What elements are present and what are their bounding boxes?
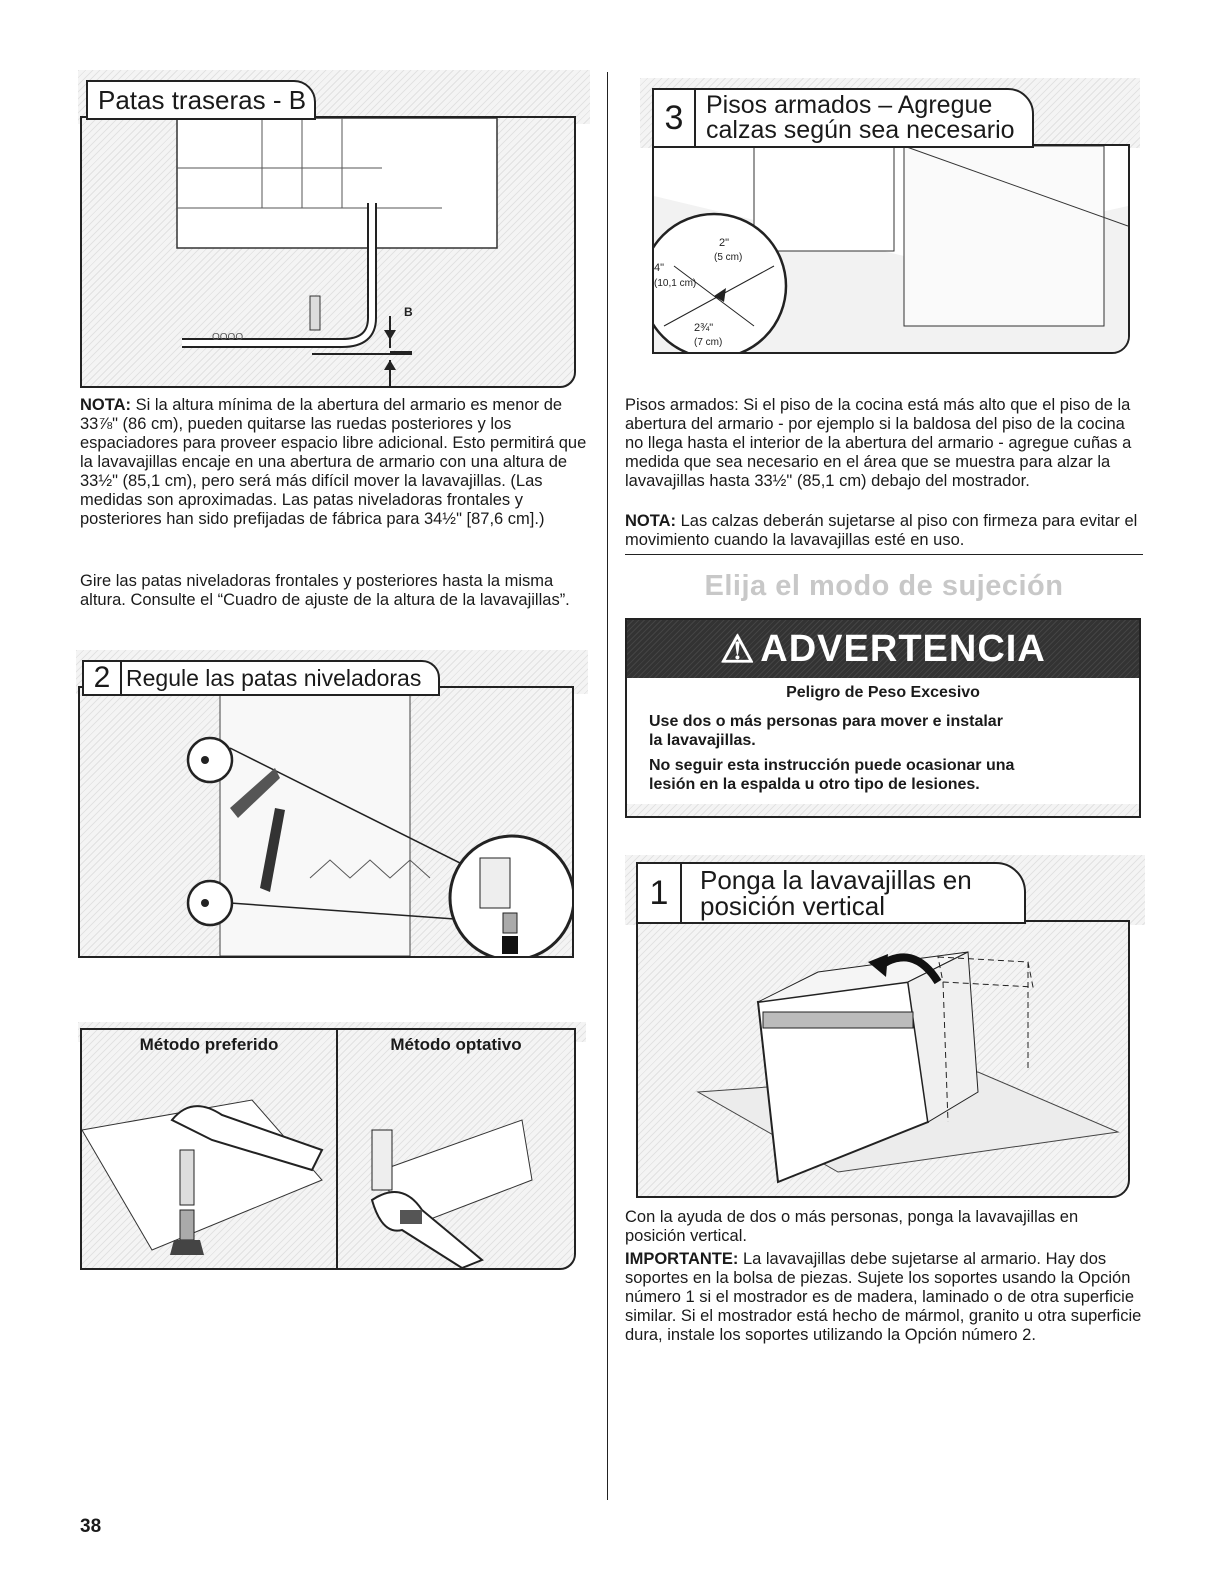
warning-icon: ⚠ [720, 628, 755, 671]
step3-title-tab [652, 88, 1034, 148]
upright-paragraph [625, 1208, 1143, 1246]
note-label: NOTA: [80, 396, 132, 414]
step3-illustration [652, 144, 1130, 354]
step1-drawing [638, 922, 1128, 1196]
rear-legs-illustration [80, 116, 576, 388]
rear-leg-callout [188, 881, 232, 925]
leveling-screw [310, 296, 320, 330]
turn-paragraph [80, 572, 590, 610]
front-leg-callout [188, 738, 232, 782]
preferred-method-label: Método preferido [139, 1035, 279, 1054]
step1-number: 1 [638, 864, 682, 922]
note2-paragraph [625, 512, 1143, 550]
dim-bottom: 2¾" [694, 322, 714, 334]
warning-hazard: Peligro de Peso Excesivo [786, 684, 980, 701]
warning-footer-band [627, 804, 1139, 816]
warning-instruction [649, 712, 1129, 750]
step2-title-tab [82, 660, 440, 696]
step1-title-line1: Ponga la lavavajillas en [700, 865, 972, 895]
section-rule [625, 554, 1143, 555]
dim-top-cm: (5 cm) [714, 252, 743, 263]
warning-box [625, 618, 1141, 818]
holes-label: OOOO [212, 332, 244, 343]
step2-title: Regule las patas niveladoras [126, 664, 422, 691]
dim-left-cm: (10,1 cm) [654, 278, 697, 289]
step1-illustration [636, 920, 1130, 1198]
upright-text: Con la ayuda de dos o más personas, ponga la lavavajillas en posición vertical. [625, 1208, 1079, 1245]
important-label: IMPORTANTE: [625, 1250, 739, 1268]
floors-text: Pisos armados: Si el piso de la cocina está más alto que el piso de la abertura del armario - por ejemplo si la baldosa del piso de la cocina no llega hasta el interior de la abertura del armario - agregue cuñas a medida que sea necesario en el área que se muestra para alzar la lavavajillas hasta 33½" (85,1 cm) debajo del mostrador. [625, 396, 1132, 490]
step3-title-line1: Pisos armados – Agregue [706, 91, 993, 119]
dim-top: 2" [719, 237, 730, 249]
step2-drawing [80, 688, 572, 956]
note-paragraph [80, 396, 590, 529]
dim-left: 4" [654, 262, 665, 274]
rear-legs-title: Patas traseras - B [98, 85, 307, 115]
important-text: La lavavajillas debe sujetarse al armario. Hay dos soportes en la bolsa de piezas. Sujete los soportes usando la Opción número 1 si el mostrador es de madera, laminado o de otra superficie similar. Si el mostrador está hecho de mármol, granito u otra superficie dura, instale los soportes utilizando la Opción número 2. [625, 1250, 1142, 1344]
column-divider [607, 72, 608, 1500]
rear-legs-title-tab [86, 80, 316, 120]
important-paragraph [625, 1250, 1143, 1345]
step3-number: 3 [654, 90, 696, 146]
step3-title-line2: calzas según sea necesario [706, 116, 1015, 144]
label-b: B [404, 305, 413, 319]
step1-title-line2: posición vertical [700, 891, 885, 921]
step1-title-tab [636, 862, 1026, 924]
warning-line2: No seguir esta instrucción puede ocasionar una [649, 757, 1015, 774]
warning-header [627, 620, 1139, 678]
note2-text: Las calzas deberán sujetarse al piso con firmeza para evitar el movimiento cuando la lavavajillas esté en uso. [625, 512, 1138, 549]
note-text: Si la altura mínima de la abertura del armario es menor de 33⅞" (86 cm), pueden quitarse las ruedas posteriores y los espaciadores para proveer espacio libre adicional. Esto permitirá que la lavavajillas encaje en una abertura de armario con una altura de 33½" (85,1 cm), pero será más difícil mover la lavavajillas. (Las medidas son aproximadas. Las patas niveladoras frontales y posteriores han sido prefijadas de fábrica para 34½" [87,6 cm].) [80, 396, 587, 528]
methods-drawing [82, 1060, 574, 1268]
warning-line1: Use dos o más personas para mover e instalar [649, 713, 1003, 730]
dim-bottom-cm: (7 cm) [694, 337, 723, 348]
warning-line2b: lesión en la espalda u otro tipo de lesiones. [649, 776, 980, 793]
turn-text: Gire las patas niveladoras frontales y posteriores hasta la misma altura. Consulte el “Cuadro de ajuste de la altura de la lavavajillas”. [80, 572, 570, 609]
methods-illustration [80, 1028, 576, 1270]
page-number: 38 [80, 1516, 102, 1537]
dishwasher-base [177, 118, 497, 248]
rear-legs-drawing [82, 118, 574, 386]
warning-line1b: la lavavajillas. [649, 732, 756, 749]
warning-title: ADVERTENCIA [760, 627, 1046, 670]
optional-method-label: Método optativo [390, 1035, 522, 1054]
note2-label: NOTA: [625, 512, 677, 530]
step1-title [682, 867, 972, 919]
section-heading: Elija el modo de sujeción [704, 570, 1064, 602]
floors-paragraph [625, 396, 1143, 491]
step3-title [696, 93, 1015, 143]
step2-number: 2 [84, 662, 122, 694]
step2-illustration [78, 686, 574, 958]
step3-drawing [654, 146, 1128, 352]
warning-consequence [649, 756, 1129, 794]
